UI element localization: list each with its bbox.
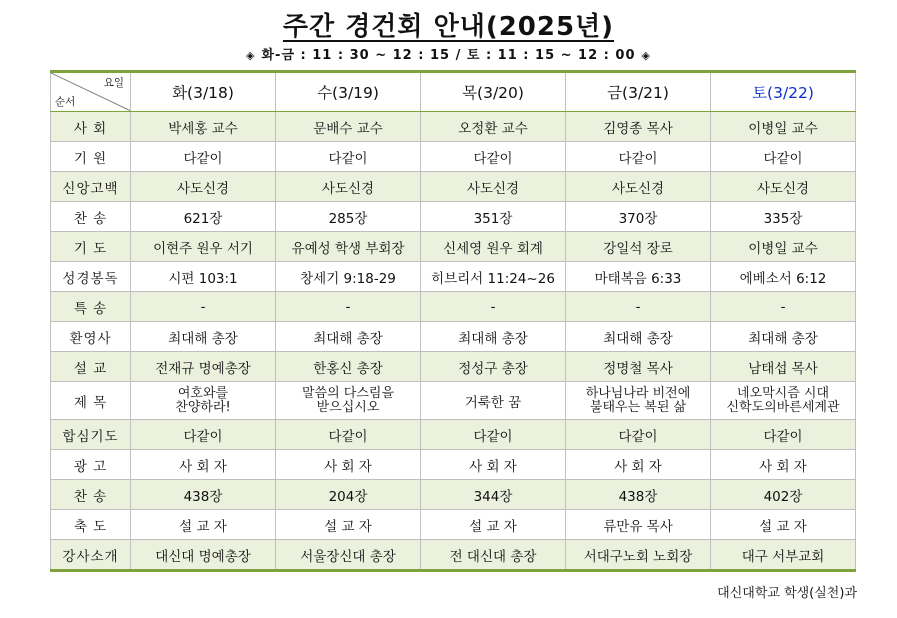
schedule-cell: 438장 — [566, 480, 711, 510]
schedule-cell: 거룩한 꿈 — [421, 382, 566, 420]
schedule-cell: 370장 — [566, 202, 711, 232]
day-header: 금(3/21) — [566, 72, 711, 112]
schedule-cell: 류만유 목사 — [566, 510, 711, 540]
table-row — [51, 202, 856, 232]
schedule-cell: 사 회 자 — [421, 450, 566, 480]
cell-line: 불태우는 복된 삶 — [589, 399, 687, 415]
schedule-cell: 설 교 자 — [131, 510, 276, 540]
schedule-cell: 사 회 자 — [711, 450, 856, 480]
schedule-cell: 서울장신대 총장 — [276, 540, 421, 571]
schedule-cell: 사도신경 — [131, 172, 276, 202]
cell-line: 받으십시오 — [316, 399, 380, 415]
schedule-cell: 오정환 교수 — [421, 112, 566, 142]
table-row — [51, 322, 856, 352]
day-header: 화(3/18) — [131, 72, 276, 112]
row-label: 성경봉독 — [51, 262, 131, 292]
cell-line: 신학도의바른세계관 — [726, 399, 840, 415]
schedule-cell: 히브리서 11:24~26 — [421, 262, 566, 292]
diamond-icon: ◈ — [641, 49, 651, 62]
corner-day-label: 요일 — [103, 77, 124, 89]
schedule-cell: 사 회 자 — [566, 450, 711, 480]
schedule-cell: 다같이 — [276, 142, 421, 172]
schedule-cell: 335장 — [711, 202, 856, 232]
schedule-cell: 다같이 — [131, 420, 276, 450]
schedule-cell: 문배수 교수 — [276, 112, 421, 142]
schedule-cell — [711, 382, 856, 420]
schedule-cell: 박세홍 교수 — [131, 112, 276, 142]
cell-line: 찬양하라! — [175, 399, 231, 415]
day-header: 목(3/20) — [421, 72, 566, 112]
schedule-cell: 전재규 명예총장 — [131, 352, 276, 382]
table-row — [51, 480, 856, 510]
schedule-cell — [131, 382, 276, 420]
schedule-cell: - — [566, 292, 711, 322]
row-label: 특 송 — [51, 292, 131, 322]
schedule-cell: 강일석 장로 — [566, 232, 711, 262]
page-title: 주간 경건회 안내(2025년) — [282, 12, 615, 42]
schedule-cell: 이병일 교수 — [711, 232, 856, 262]
schedule-cell: 서대구노회 노회장 — [566, 540, 711, 571]
schedule-cell: 사도신경 — [421, 172, 566, 202]
schedule-cell: 다같이 — [711, 142, 856, 172]
schedule-cell: 남태섭 목사 — [711, 352, 856, 382]
schedule-cell: 대구 서부교회 — [711, 540, 856, 571]
schedule-cell: 다같이 — [421, 420, 566, 450]
schedule-cell: 시편 103:1 — [131, 262, 276, 292]
schedule-cell: 사도신경 — [711, 172, 856, 202]
schedule-cell: 다같이 — [566, 142, 711, 172]
schedule-cell: 전 대신대 총장 — [421, 540, 566, 571]
row-label: 강사소개 — [51, 540, 131, 571]
schedule-cell: 최대해 총장 — [566, 322, 711, 352]
schedule-cell: 최대해 총장 — [421, 322, 566, 352]
row-label: 합심기도 — [51, 420, 131, 450]
cell-line: 네오막시즘 시대 — [736, 385, 830, 401]
table-row — [51, 352, 856, 382]
schedule-cell: 사도신경 — [566, 172, 711, 202]
cell-line: 여호와를 — [177, 385, 229, 401]
footer-department: 대신대학교 학생(실천)과 — [717, 586, 857, 601]
table-row — [51, 540, 856, 571]
table-row — [51, 450, 856, 480]
day-header-saturday: 토(3/22) — [711, 72, 856, 112]
schedule-cell: 유예성 학생 부회장 — [276, 232, 421, 262]
row-label: 신앙고백 — [51, 172, 131, 202]
schedule-cell: 신세영 원우 회계 — [421, 232, 566, 262]
table-row — [51, 142, 856, 172]
schedule-cell: 대신대 명예총장 — [131, 540, 276, 571]
schedule-cell: 285장 — [276, 202, 421, 232]
schedule-cell: - — [276, 292, 421, 322]
schedule-cell — [566, 382, 711, 420]
schedule-table — [50, 70, 856, 572]
schedule-cell: 설 교 자 — [421, 510, 566, 540]
schedule-cell: 마태복음 6:33 — [566, 262, 711, 292]
table-row — [51, 292, 856, 322]
schedule-cell: 다같이 — [566, 420, 711, 450]
table-row — [51, 420, 856, 450]
schedule-cell: 최대해 총장 — [131, 322, 276, 352]
row-label: 환영사 — [51, 322, 131, 352]
schedule-cell: - — [131, 292, 276, 322]
table-row — [51, 510, 856, 540]
diamond-icon: ◈ — [246, 49, 256, 62]
cell-line: 말씀의 다스림을 — [301, 385, 395, 401]
schedule-cell: 최대해 총장 — [276, 322, 421, 352]
schedule-cell: 다같이 — [711, 420, 856, 450]
schedule-cell: 344장 — [421, 480, 566, 510]
row-label: 사 회 — [51, 112, 131, 142]
schedule-cell: 402장 — [711, 480, 856, 510]
table-row — [51, 172, 856, 202]
multiline-cell-text — [566, 387, 710, 415]
schedule-cell: 한홍신 총장 — [276, 352, 421, 382]
schedule-times — [0, 44, 897, 63]
schedule-cell: 정명철 목사 — [566, 352, 711, 382]
schedule-cell: - — [421, 292, 566, 322]
row-label: 축 도 — [51, 510, 131, 540]
header-row — [51, 72, 856, 112]
schedule-cell: 351장 — [421, 202, 566, 232]
corner-cell — [51, 72, 131, 112]
schedule-cell: 이현주 원우 서기 — [131, 232, 276, 262]
table-row — [51, 112, 856, 142]
schedule-cell: 설 교 자 — [276, 510, 421, 540]
row-label: 기 도 — [51, 232, 131, 262]
schedule-cell: 최대해 총장 — [711, 322, 856, 352]
row-label: 기 원 — [51, 142, 131, 172]
schedule-cell: 정성구 총장 — [421, 352, 566, 382]
row-label: 찬 송 — [51, 202, 131, 232]
multiline-cell-text — [131, 387, 275, 415]
schedule-cell: 다같이 — [276, 420, 421, 450]
schedule-cell — [276, 382, 421, 420]
row-label: 제 목 — [51, 382, 131, 420]
schedule-cell: - — [711, 292, 856, 322]
schedule-cell: 다같이 — [421, 142, 566, 172]
schedule-times-text: 화-금 : 11 : 30 ~ 12 : 15 / 토 : 11 : 15 ~ 12 : 00 — [261, 48, 636, 63]
cell-line: 하나님나라 비전에 — [585, 385, 691, 401]
schedule-cell: 621장 — [131, 202, 276, 232]
schedule-cell: 사도신경 — [276, 172, 421, 202]
schedule-cell: 사 회 자 — [131, 450, 276, 480]
table-row — [51, 262, 856, 292]
table-row — [51, 382, 856, 420]
schedule-cell: 438장 — [131, 480, 276, 510]
schedule-cell: 설 교 자 — [711, 510, 856, 540]
multiline-cell-text — [711, 387, 855, 415]
corner-order-label: 순서 — [55, 96, 76, 108]
schedule-cell: 김영종 목사 — [566, 112, 711, 142]
table-row — [51, 232, 856, 262]
schedule-cell: 이병일 교수 — [711, 112, 856, 142]
schedule-cell: 창세기 9:18-29 — [276, 262, 421, 292]
multiline-cell-text — [276, 387, 420, 415]
schedule-cell: 204장 — [276, 480, 421, 510]
schedule-cell: 에베소서 6:12 — [711, 262, 856, 292]
row-label: 찬 송 — [51, 480, 131, 510]
day-header: 수(3/19) — [276, 72, 421, 112]
schedule-cell: 사 회 자 — [276, 450, 421, 480]
schedule-cell: 다같이 — [131, 142, 276, 172]
row-label: 설 교 — [51, 352, 131, 382]
row-label: 광 고 — [51, 450, 131, 480]
